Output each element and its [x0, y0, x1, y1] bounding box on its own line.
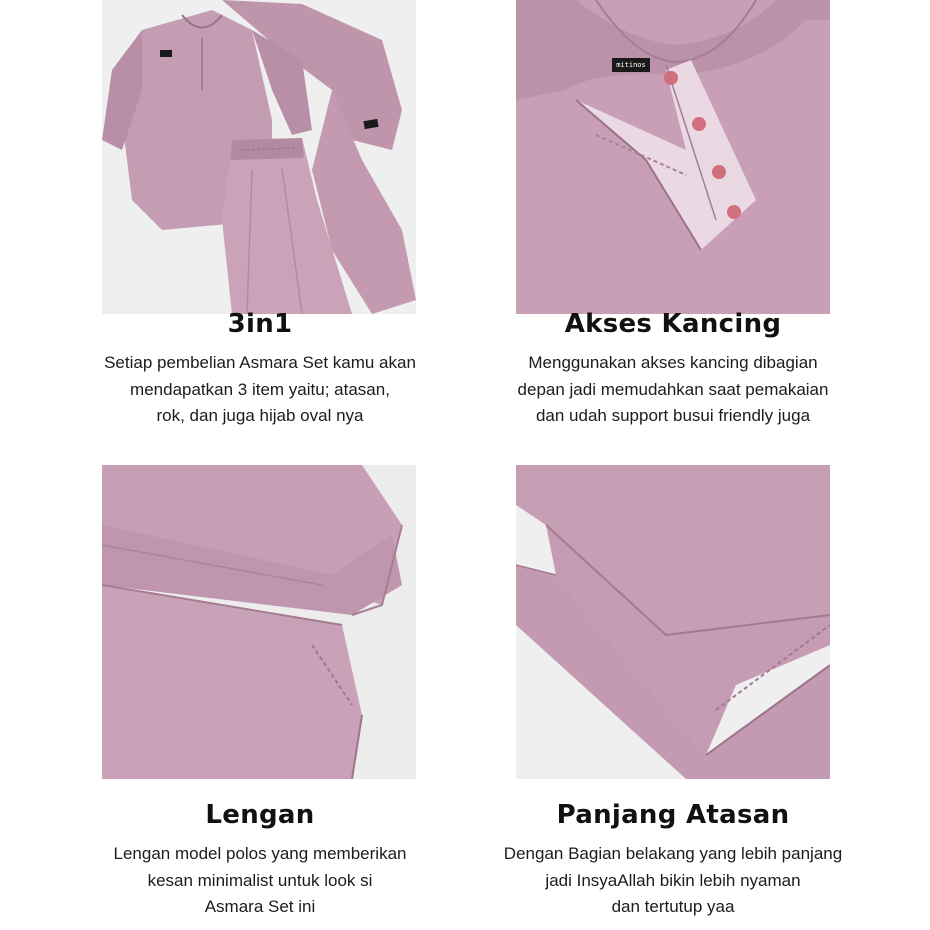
feature-description-panjang-atasan [463, 841, 883, 921]
brand-label-text: mitinos [616, 61, 646, 69]
hem-length-photo [516, 465, 830, 779]
description-line: Lengan model polos yang memberikan [113, 844, 407, 863]
description-line: Menggunakan akses kancing dibagian [528, 353, 818, 372]
description-line: kesan minimalist untuk look si [147, 870, 373, 890]
description-line: dan tertutup yaa [611, 897, 735, 916]
feature-title-akses-kancing: Akses Kancing [564, 309, 782, 339]
description-line: Asmara Set ini [204, 897, 316, 916]
description-line: rok, dan juga hijab oval nya [156, 406, 364, 425]
sleeve-detail-photo [102, 465, 416, 779]
feature-title-3in1: 3in1 [227, 309, 293, 339]
flatlay-outfit-photo [102, 0, 416, 314]
description-line: Setiap pembelian Asmara Set kamu akan [104, 353, 416, 372]
feature-description-akses-kancing [463, 350, 883, 430]
description-line: Dengan Bagian belakang yang lebih panjang [503, 844, 843, 863]
feature-description-lengan [50, 841, 470, 921]
description-line: mendapatkan 3 item yaitu; atasan, [130, 379, 390, 399]
feature-title-panjang-atasan: Panjang Atasan [556, 800, 790, 830]
feature-title-lengan: Lengan [205, 800, 315, 830]
description-line: dan udah support busui friendly juga [535, 406, 811, 425]
button-placket-photo [516, 0, 830, 314]
feature-description-3in1 [50, 350, 470, 430]
description-line: depan jadi memudahkan saat pemakaian [517, 379, 829, 399]
description-line: jadi InsyaAllah bikin lebih nyaman [545, 870, 801, 890]
